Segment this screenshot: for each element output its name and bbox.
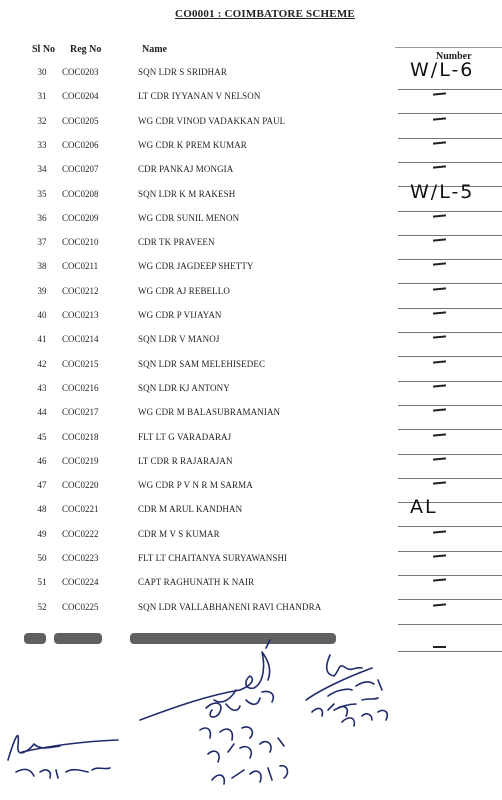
name-cell: SQN LDR KJ ANTONY [138,382,230,393]
reg-no-cell: COC0214 [62,334,99,345]
name-cell: SQN LDR K M RAKESH [138,188,236,199]
reg-no-cell: COC0215 [62,358,99,369]
name-cell: WG CDR P V N R M SARMA [138,480,253,491]
reg-no-cell: COC0213 [62,310,99,320]
reg-no-cell: COC0216 [62,382,99,393]
sl-no-cell: 40 [37,310,47,320]
name-cell: CDR M ARUL KANDHAN [138,504,243,515]
name-cell: CAPT RAGHUNATH K NAIR [138,577,255,588]
reg-no-cell: COC0224 [62,577,99,588]
reg-no-cell: COC0221 [62,504,99,515]
header-reg-no: Reg No [70,44,102,55]
sl-no-cell: 44 [37,407,47,418]
handwritten-number: W/L-6 [410,59,475,81]
reg-no-cell: COC0204 [62,91,99,102]
reg-no-cell: COC0225 [62,601,99,612]
reg-no-cell: COC0223 [62,553,99,563]
name-cell: WG CDR VINOD VADAKKAN PAUL [138,115,286,126]
sl-no-cell: 46 [37,455,47,466]
reg-no-cell: COC0211 [62,261,99,272]
name-cell: WG CDR K PREM KUMAR [138,139,247,150]
sl-no-cell: 30 [37,67,47,77]
reg-no-cell: COC0209 [62,212,99,223]
sl-no-cell: 37 [37,237,47,248]
document-title: CO0001 : COIMBATORE SCHEME [175,8,355,20]
reg-no-cell: COC0208 [62,188,99,199]
name-cell: CDR M V S KUMAR [138,528,220,539]
name-cell: SQN LDR VALLABHANENI RAVI CHANDRA [138,601,322,612]
sl-no-cell: 34 [37,164,47,175]
reg-no-cell: COC0218 [62,431,99,442]
name-cell: WG CDR SUNIL MENON [138,212,240,223]
sl-no-cell: 32 [37,115,47,126]
name-cell: WG CDR AJ REBELLO [138,285,230,296]
name-cell: WG CDR M BALASUBRAMANIAN [138,407,281,418]
header-name: Name [142,44,167,55]
reg-no-cell: COC0207 [62,164,99,175]
sl-no-cell: 31 [37,91,47,102]
header-sl-no: Sl No [32,44,56,55]
reg-no-cell: COC0206 [62,139,99,150]
name-cell: LT CDR R RAJARAJAN [138,455,233,466]
name-cell: FLT LT G VARADARAJ [138,431,232,442]
sl-no-cell: 49 [37,528,47,539]
name-cell: WG CDR P VIJAYAN [138,310,222,320]
sl-no-cell: 48 [37,504,47,515]
name-cell: FLT LT CHAITANYA SURYAWANSHI [138,553,288,563]
reg-no-cell: COC0205 [62,115,99,126]
handwritten-number: W/L-5 [410,180,475,203]
reg-no-cell: COC0203 [62,67,99,77]
reg-no-cell: COC0220 [62,480,99,491]
name-cell: SQN LDR V MANOJ [138,334,220,345]
name-cell: SQN LDR SAM MELEHISEDEC [138,358,266,369]
reg-no-cell: COC0217 [62,407,99,418]
reg-no-cell: COC0219 [62,455,99,466]
reg-no-cell: COC0210 [62,237,99,248]
sl-no-cell: 39 [37,285,47,296]
name-cell: WG CDR JAGDEEP SHETTY [138,261,254,272]
sl-no-cell: 50 [37,553,47,563]
sl-no-cell: 42 [37,358,47,369]
sl-no-cell: 45 [37,431,47,442]
name-cell: LT CDR IYYANAN V NELSON [138,91,261,102]
sl-no-cell: 33 [37,139,47,150]
sl-no-cell: 47 [37,480,47,491]
sl-no-cell: 51 [37,577,47,588]
name-cell: CDR TK PRAVEEN [138,237,215,248]
sl-no-cell: 35 [37,188,47,199]
sl-no-cell: 43 [37,382,47,393]
reg-no-cell: COC0212 [62,285,99,296]
name-cell: CDR PANKAJ MONGIA [138,164,234,175]
header-number: Number [436,51,472,62]
sl-no-cell: 36 [37,212,47,223]
sl-no-cell: 38 [37,261,47,272]
reg-no-cell: COC0222 [62,528,99,539]
handwritten-number: AL [410,496,438,519]
sl-no-cell: 52 [37,601,47,612]
sl-no-cell: 41 [37,334,47,345]
name-cell: SQN LDR S SRIDHAR [138,67,227,77]
